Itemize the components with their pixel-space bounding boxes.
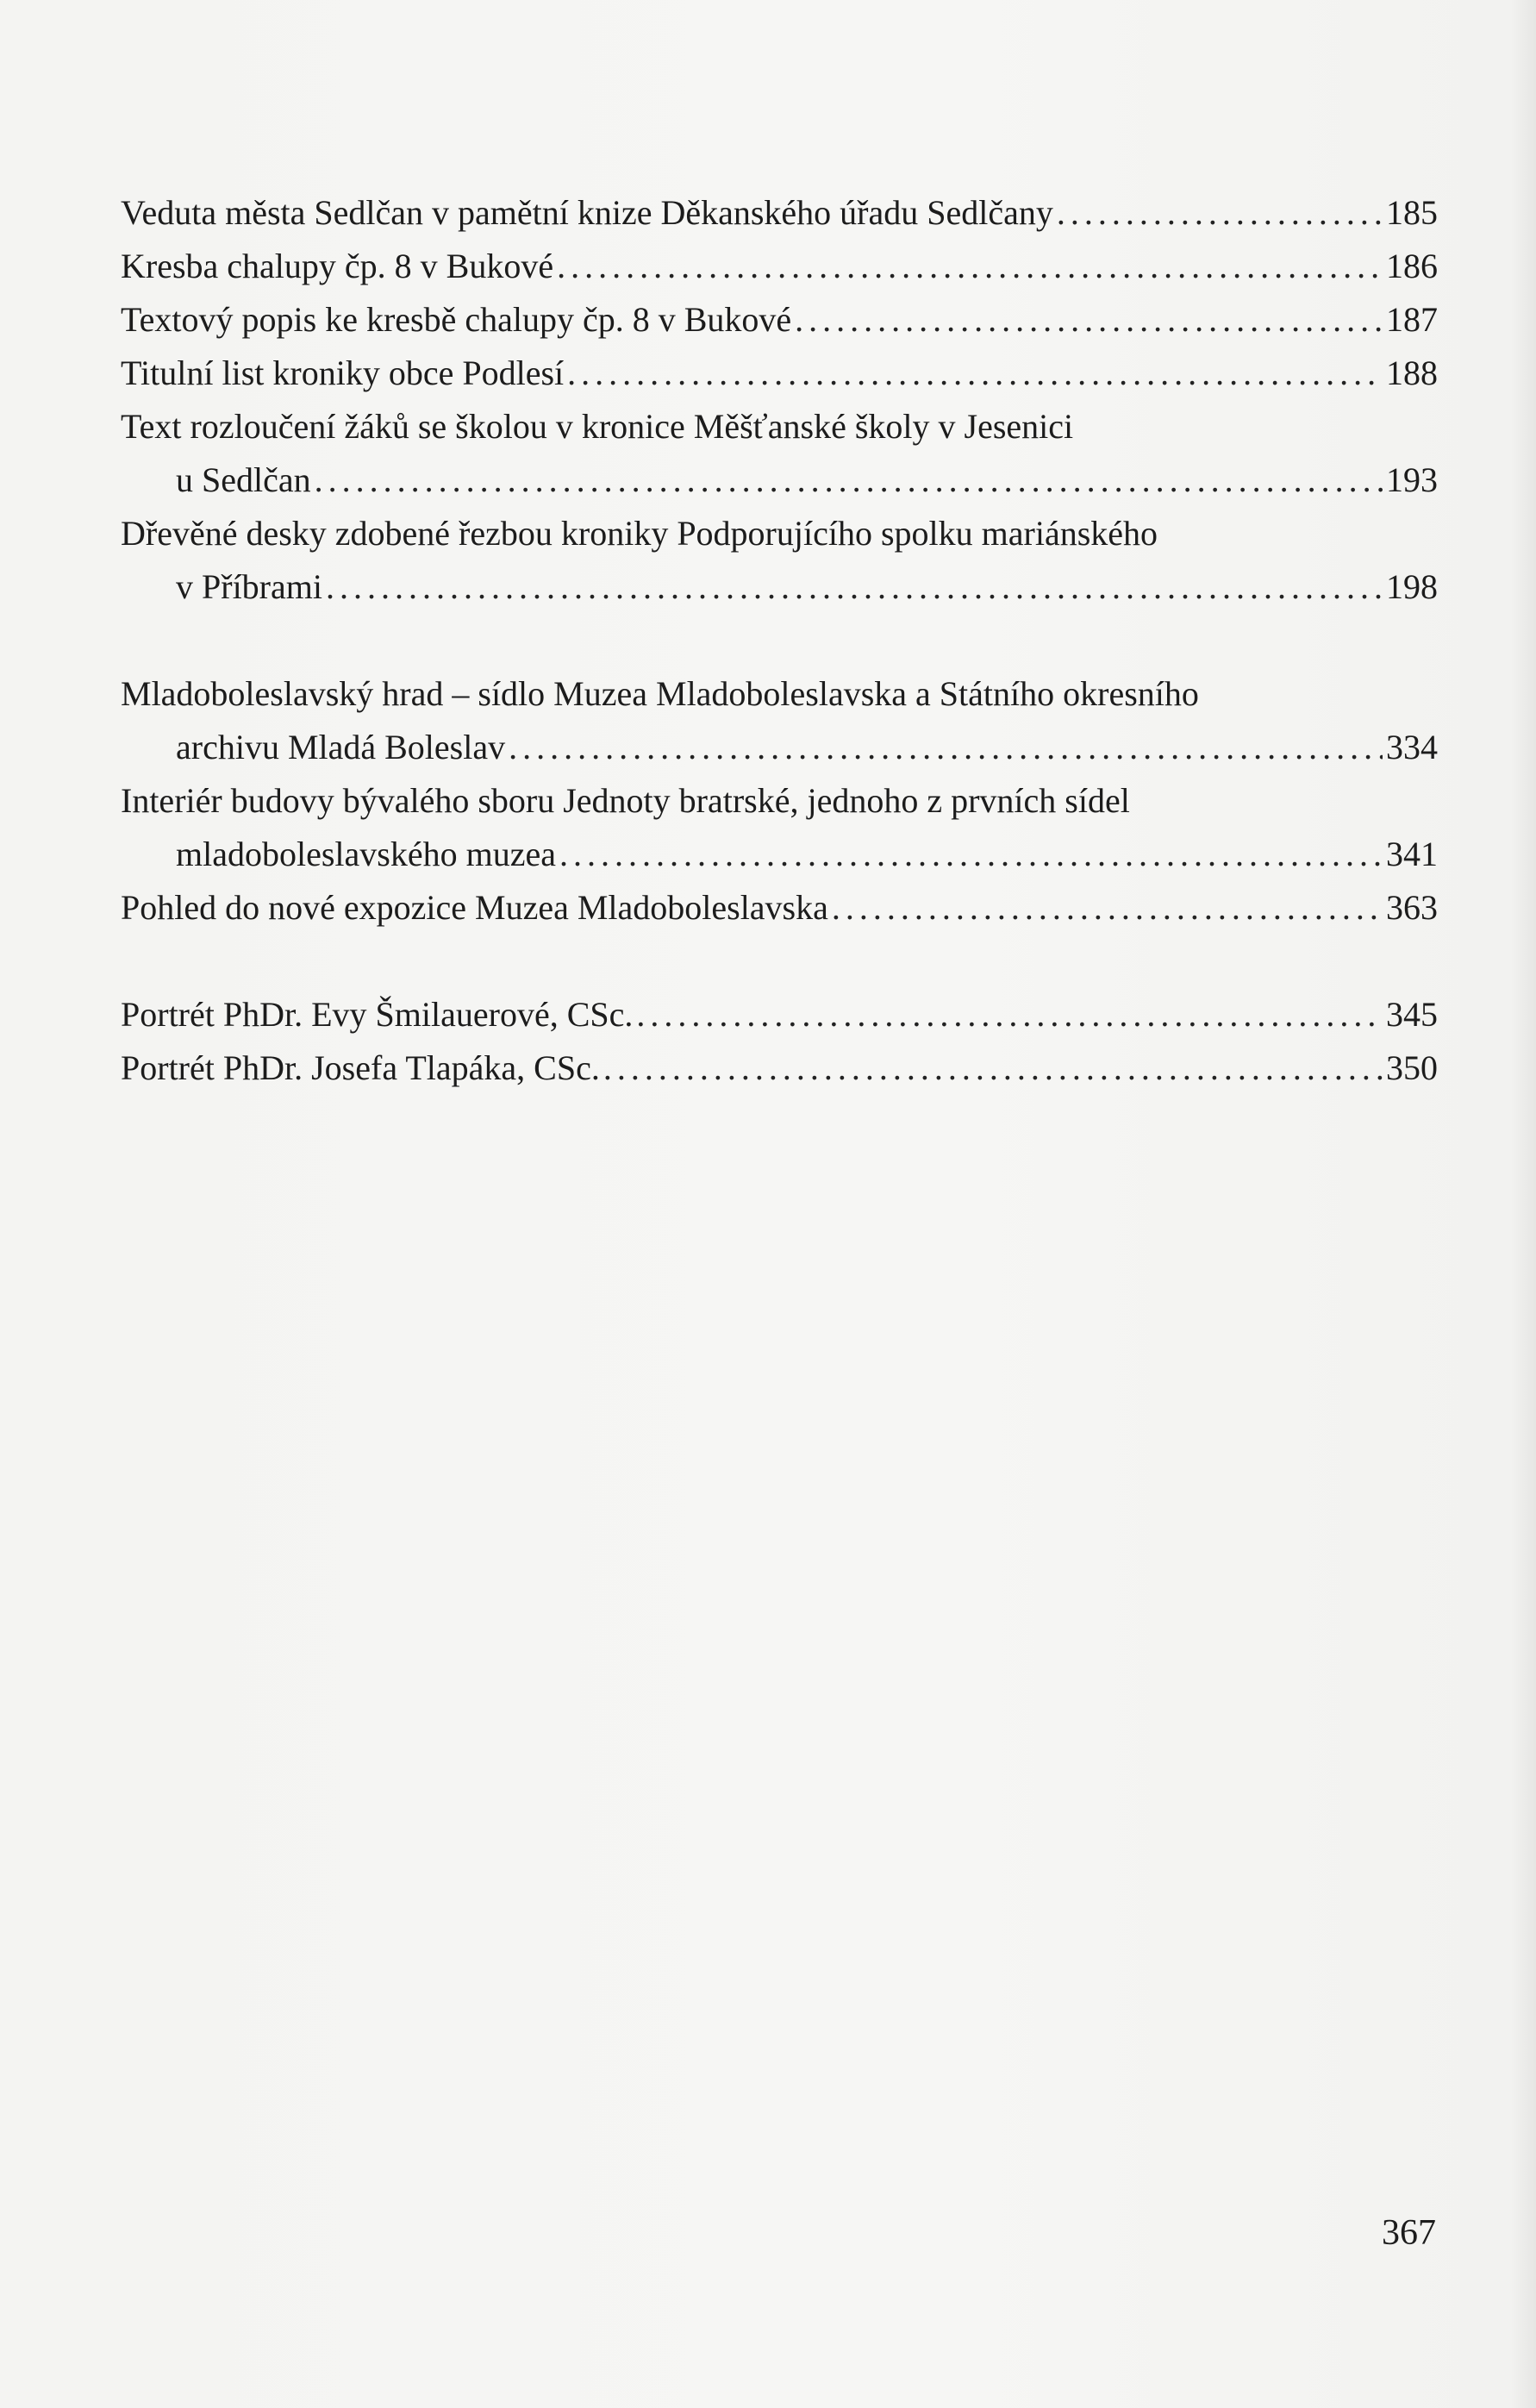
toc-entry-title: Portrét PhDr. Josefa Tlapáka, CSc. bbox=[121, 1048, 600, 1087]
page-number: 367 bbox=[1382, 2213, 1436, 2253]
dot-leader bbox=[603, 1041, 1383, 1095]
toc-entry-line bbox=[121, 240, 1438, 293]
dot-leader bbox=[1057, 186, 1383, 240]
toc-page-number: 363 bbox=[1386, 888, 1438, 927]
toc-group bbox=[121, 667, 1438, 935]
toc-entry-title: Veduta města Sedlčan v pamětní knize Děkanského úřadu Sedlčany bbox=[121, 193, 1053, 232]
toc-entry-line bbox=[121, 293, 1438, 347]
toc-entry bbox=[121, 774, 1438, 881]
dot-leader bbox=[636, 988, 1383, 1041]
toc-page-number: 193 bbox=[1386, 460, 1438, 499]
list-of-illustrations bbox=[121, 186, 1438, 1095]
toc-group bbox=[121, 988, 1438, 1095]
toc-entry-continuation bbox=[121, 828, 1438, 881]
toc-entry bbox=[121, 400, 1438, 507]
toc-entry-line bbox=[121, 774, 1438, 828]
toc-entry-title: mladoboleslavského muzea bbox=[176, 835, 556, 873]
toc-entry bbox=[121, 988, 1438, 1041]
toc-page-number: 341 bbox=[1386, 835, 1438, 873]
toc-entry bbox=[121, 507, 1438, 614]
dot-leader bbox=[559, 828, 1383, 881]
toc-entry-line bbox=[121, 667, 1438, 721]
toc-entry-title: Dřevěné desky zdobené řezbou kroniky Podporujícího spolku mariánského bbox=[121, 514, 1158, 553]
toc-entry-title: Text rozloučení žáků se školou v kronice Měšťanské školy v Jesenici bbox=[121, 407, 1074, 446]
toc-entry-title: Mladoboleslavský hrad – sídlo Muzea Mladoboleslavska a Státního okresního bbox=[121, 674, 1199, 713]
toc-entry-line bbox=[121, 881, 1438, 935]
toc-page-number: 345 bbox=[1386, 995, 1438, 1034]
toc-entry-line bbox=[121, 1041, 1438, 1095]
toc-page-number: 350 bbox=[1386, 1048, 1438, 1087]
toc-entry bbox=[121, 293, 1438, 347]
dot-leader bbox=[326, 560, 1383, 614]
toc-entry bbox=[121, 347, 1438, 400]
toc-entry bbox=[121, 240, 1438, 293]
toc-entry-continuation bbox=[121, 560, 1438, 614]
dot-leader bbox=[315, 453, 1383, 507]
toc-page-number: 187 bbox=[1386, 300, 1438, 339]
toc-entry bbox=[121, 881, 1438, 935]
toc-entry-continuation bbox=[121, 721, 1438, 774]
toc-page-number: 198 bbox=[1386, 567, 1438, 606]
toc-entry-line bbox=[121, 347, 1438, 400]
toc-entry-title: u Sedlčan bbox=[176, 460, 311, 499]
toc-entry-title: Titulní list kroniky obce Podlesí bbox=[121, 353, 565, 392]
toc-entry-title: archivu Mladá Boleslav bbox=[176, 728, 506, 766]
toc-entry bbox=[121, 667, 1438, 774]
toc-entry bbox=[121, 186, 1438, 240]
toc-entry-title: Textový popis ke kresbě chalupy čp. 8 v Bukové bbox=[121, 300, 792, 339]
dot-leader bbox=[795, 293, 1383, 347]
toc-group bbox=[121, 186, 1438, 614]
toc-entry-title: Kresba chalupy čp. 8 v Bukové bbox=[121, 247, 554, 285]
toc-entry-title: Pohled do nové expozice Muzea Mladoboleslavska bbox=[121, 888, 828, 927]
toc-entry-title: Portrét PhDr. Evy Šmilauerové, CSc. bbox=[121, 995, 634, 1034]
dot-leader bbox=[832, 881, 1383, 935]
toc-entry-line bbox=[121, 507, 1438, 560]
toc-entry bbox=[121, 1041, 1438, 1095]
toc-entry-line bbox=[121, 186, 1438, 240]
toc-page-number: 188 bbox=[1386, 353, 1438, 392]
toc-entry-continuation bbox=[121, 453, 1438, 507]
toc-page-number: 186 bbox=[1386, 247, 1438, 285]
toc-entry-line bbox=[121, 400, 1438, 453]
toc-entry-title: Interiér budovy bývalého sboru Jednoty bratrské, jednoho z prvních sídel bbox=[121, 781, 1130, 820]
dot-leader bbox=[567, 347, 1383, 400]
dot-leader bbox=[509, 721, 1383, 774]
toc-entry-title: v Příbrami bbox=[176, 567, 322, 606]
toc-entry-line bbox=[121, 988, 1438, 1041]
page-edge-shadow bbox=[1510, 0, 1536, 2408]
toc-page-number: 185 bbox=[1386, 193, 1438, 232]
toc-page-number: 334 bbox=[1386, 728, 1438, 766]
dot-leader bbox=[557, 240, 1383, 293]
